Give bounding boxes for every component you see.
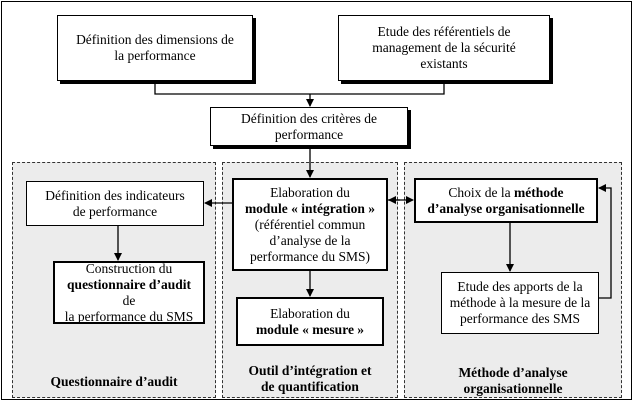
bold-text: module « mesure » <box>255 321 365 337</box>
box-text-line: Etude des apports de la <box>457 279 583 294</box>
box-text-line: Définition des dimensions de <box>76 32 234 47</box>
bold-text: d’analyse organisationnelle <box>427 200 585 216</box>
connector-dimensions <box>155 81 310 94</box>
box-text-line: la performance <box>114 48 196 63</box>
panel-label-text: Questionnaire d’audit <box>50 374 178 389</box>
arrow-feedback-to-choix <box>599 188 611 298</box>
box-text-line: la performance du SMS <box>64 308 194 324</box>
box-text-line: Etude des référentiels de <box>377 24 511 39</box>
box-text-line: Elaboration du <box>270 305 350 321</box>
panel-label-text: Outil d’intégration et <box>248 363 372 378</box>
box-text-line: performance <box>274 126 344 142</box>
box-text-line: existants <box>420 56 468 71</box>
panel-label-text: organisationnelle <box>463 381 563 396</box>
box-text-line: (référentiel commun <box>254 216 366 232</box>
box-text-line: d’analyse de la <box>269 232 351 248</box>
box-text-line: Elaboration du <box>270 184 350 200</box>
box-text-line: management de la sécurité <box>372 40 516 55</box>
box-text-fragment: Choix de la <box>448 184 515 200</box>
panel-label-text: Méthode d’analyse <box>458 365 568 380</box>
box-text-fragment: de <box>122 292 136 308</box>
panel-label-text: de quantification <box>261 379 359 394</box>
box-text-line: performance des SMS <box>460 311 580 326</box>
bold-text: module « intégration » <box>244 200 376 216</box>
connector-referentiels <box>310 81 444 94</box>
box-text-line: Construction du <box>85 260 173 276</box>
bold-text: questionnaire d’audit <box>67 276 191 292</box>
box-text-line: performance du SMS) <box>250 248 370 264</box>
box-text-line: Définition des critères de <box>240 110 378 126</box>
box-text-line: méthode à la mesure de la <box>449 295 591 310</box>
bold-text: méthode <box>514 184 564 200</box>
box-text-line: Définition des indicateurs <box>45 187 185 203</box>
box-text-line: de performance <box>72 203 158 219</box>
